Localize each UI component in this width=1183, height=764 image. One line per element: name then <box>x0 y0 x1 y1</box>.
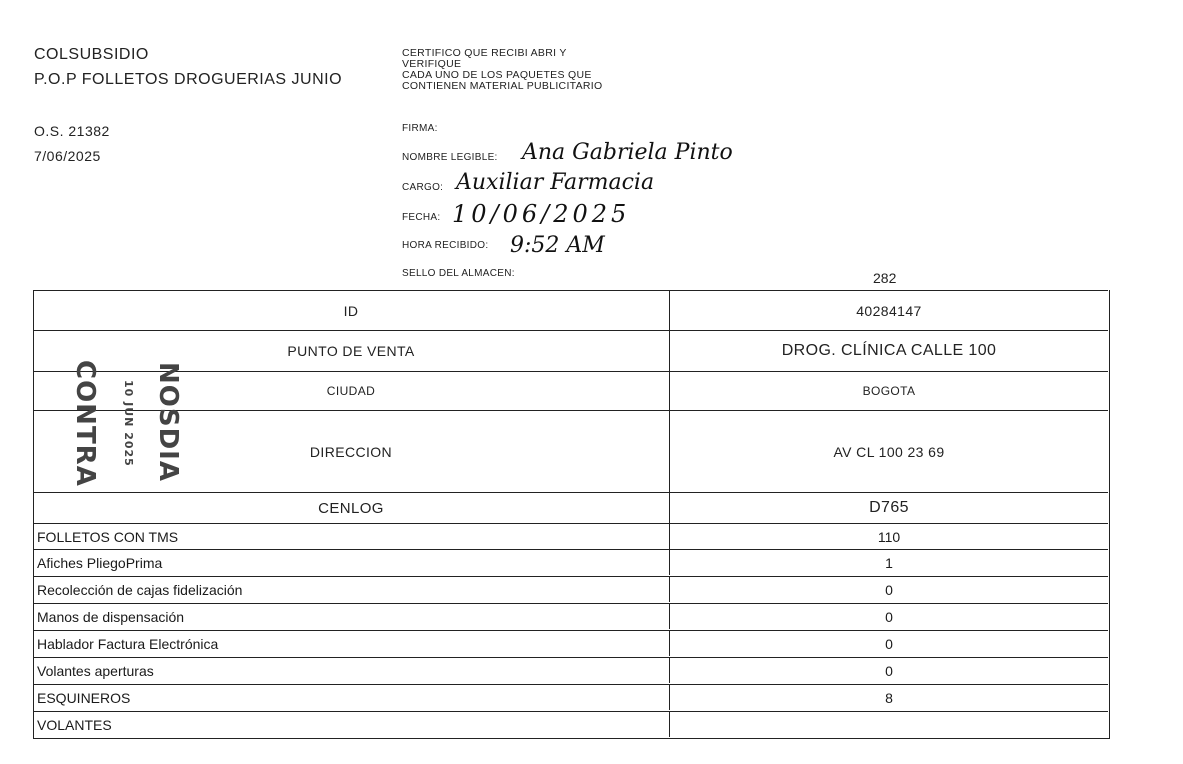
item-name: Recolección de cajas fidelización <box>33 577 670 602</box>
cargo-label: CARGO: <box>402 182 444 193</box>
table-row <box>33 410 1108 492</box>
item-name: VOLANTES <box>33 712 670 737</box>
table-row <box>33 684 1108 710</box>
item-qty: 0 <box>885 608 893 625</box>
item-qty: 0 <box>885 635 893 652</box>
ciudad-value: BOGOTA <box>862 384 916 398</box>
order-number: O.S. 21382 <box>34 123 110 139</box>
punto-de-venta-value: DROG. CLÍNICA CALLE 100 <box>781 342 997 359</box>
certificate-line: VERIFIQUE <box>402 58 462 70</box>
item-qty: 0 <box>885 581 893 598</box>
fecha-label: FECHA: <box>402 212 441 223</box>
certificate-line: CERTIFICO QUE RECIBI ABRI Y <box>402 47 567 59</box>
cenlog-label: CENLOG <box>33 493 670 523</box>
table-row <box>33 330 1108 371</box>
table-row <box>33 711 1108 737</box>
table-row <box>33 523 1108 549</box>
item-qty: 110 <box>877 528 901 545</box>
item-qty: 8 <box>885 689 893 706</box>
table-row <box>33 549 1108 575</box>
table-row <box>33 371 1108 410</box>
sello-label: SELLO DEL ALMACEN: <box>402 268 515 279</box>
item-name: Hablador Factura Electrónica <box>33 631 670 656</box>
item-name: Volantes aperturas <box>33 658 670 683</box>
item-name: ESQUINEROS <box>33 685 670 710</box>
stamp-text: NOSDIA <box>153 362 183 482</box>
item-name: Manos de dispensación <box>33 604 670 629</box>
table-row <box>33 576 1108 602</box>
item-name: Afiches PliegoPrima <box>33 550 670 575</box>
item-qty: 0 <box>885 662 893 679</box>
company-name: COLSUBSIDIO <box>34 46 149 63</box>
item-qty <box>670 712 1108 737</box>
direccion-value: AV CL 100 23 69 <box>833 443 945 460</box>
nombre-value: Ana Gabriela Pinto <box>522 140 733 165</box>
stamp-text: CONTRA <box>70 360 100 487</box>
fecha-value: 10/06/2025 <box>452 200 631 228</box>
certificate-line: CONTIENEN MATERIAL PUBLICITARIO <box>402 80 603 92</box>
direccion-label: DIRECCION <box>33 411 670 492</box>
ciudad-label: CIUDAD <box>33 372 670 410</box>
order-date: 7/06/2025 <box>34 148 101 164</box>
punto-de-venta-label: PUNTO DE VENTA <box>33 331 670 371</box>
table-row <box>33 657 1108 683</box>
stamp-date: 10 JUN 2025 <box>122 380 135 467</box>
firma-label: FIRMA: <box>402 123 438 134</box>
document-subtitle: P.O.P FOLLETOS DROGUERIAS JUNIO <box>34 71 343 88</box>
table-row <box>33 290 1108 330</box>
nombre-label: NOMBRE LEGIBLE: <box>402 152 498 163</box>
id-label: ID <box>33 291 670 330</box>
table-row <box>33 603 1108 629</box>
id-value: 40284147 <box>856 302 922 319</box>
certificate-block <box>402 48 602 92</box>
page-marker: 282 <box>873 270 897 286</box>
table-row <box>33 630 1108 656</box>
hora-value: 9:52 AM <box>510 233 605 258</box>
item-qty: 1 <box>885 554 893 571</box>
certificate-line: CADA UNO DE LOS PAQUETES QUE <box>402 69 592 81</box>
cenlog-value: D765 <box>869 499 909 516</box>
table-row <box>33 492 1108 523</box>
hora-label: HORA RECIBIDO: <box>402 240 489 251</box>
item-name: FOLLETOS CON TMS <box>33 524 670 549</box>
cargo-value: Auxiliar Farmacia <box>456 170 655 195</box>
